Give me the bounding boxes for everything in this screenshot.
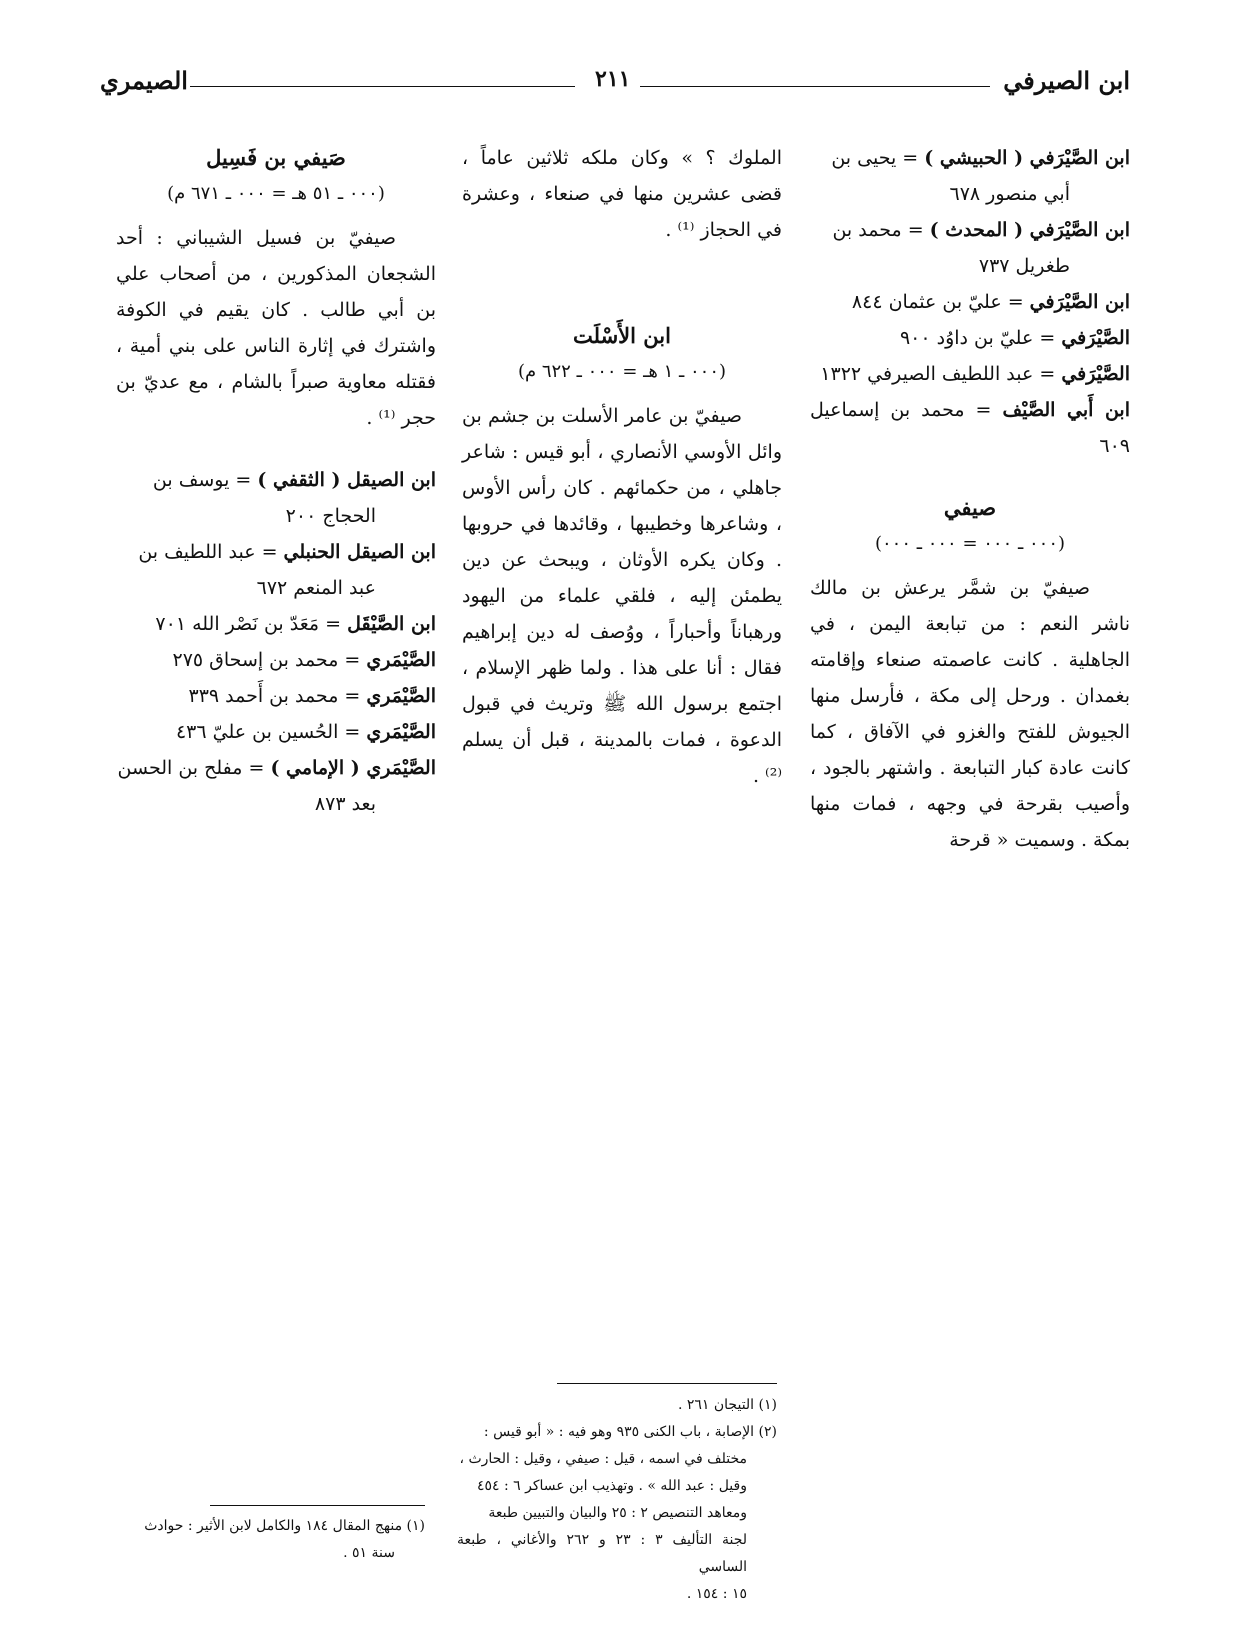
- footnote-line: (١) التيجان ٢٦١ .: [677, 1397, 777, 1413]
- cross-reference-entry: ابن الصَّيْرَفي = عليّ بن عثمان ٨٤٤: [851, 291, 1130, 313]
- footnote-line: وقيل : عبد الله » . وتهذيب ابن عساكر ٦ : ٤٥٤: [476, 1478, 747, 1494]
- cross-reference-entry: ابن الصيقل الحنبلي = عبد اللطيف بن: [138, 541, 436, 563]
- footnote-rule: [210, 1505, 425, 1506]
- footnotes-left: [105, 1513, 425, 1567]
- continued-paragraph: الملوك ؟ » وكان ملكه ثلاثين عاماً ، قضى عشرين منها في صنعاء ، وعشرة في الحجاز ⁽¹⁾ .: [462, 147, 782, 241]
- entry-paragraph: صيفيّ بن شمَّر يرعش بن مالك ناشر النعم : من تبابعة اليمن ، في الجاهلية . كانت عاصمته صنعاء وإقامته بغمدان . ورحل إلى مكة ، فأرسل منها الجيوش للفتح والغزو في الآفاق ، كما كانت عادة كبار التبابعة . واشتهر بالجود ، وأصيب بقرحة في وجهه ، فمات منها بمكة . وسميت « قرحة: [810, 577, 1130, 851]
- entry-title: صَيفي بن فَسِيل: [206, 145, 346, 170]
- cross-reference-continuation: طغريل ٧٣٧: [978, 255, 1070, 277]
- cross-reference-continuation: عبد المنعم ٦٧٢: [256, 577, 376, 599]
- entry-dates: (٠٠٠ ـ ٠٠٠ = ٠٠٠ ـ ٠٠٠): [874, 533, 1066, 554]
- cross-reference-entry: الصَّيْرَفي = عبد اللطيف الصيرفي ١٣٢٢: [820, 363, 1130, 385]
- footnote-line: مختلف في اسمه ، قيل : صيفي ، وقيل : الحارث ،: [459, 1451, 747, 1467]
- cross-reference-entry: الصَّيْرَفي = عليّ بن داوُد ٩٠٠: [899, 327, 1130, 349]
- footnote-line: ١٥ : ١٥٤ .: [686, 1586, 747, 1602]
- entry-dates: (٠٠٠ ـ ٥١ هـ = ٠٠٠ ـ ٦٧١ م): [167, 183, 385, 204]
- cross-reference-entry: الصَّيْمَري = محمد بن أَحمد ٣٣٩: [188, 685, 436, 707]
- cross-reference-continuation: أبي منصور ٦٧٨: [949, 183, 1070, 205]
- entry-paragraph: صيفيّ بن فسيل الشيباني : أحد الشجعان المذكورين ، من أصحاب علي بن أبي طالب . كان يقيم في الكوفة واشترك في إثارة الناس على بني أمية ، فقتله معاوية صبراً بالشام ، مع عديّ بن حجر ⁽¹⁾ .: [116, 227, 436, 429]
- running-title-left: الصيمري: [100, 66, 188, 95]
- page-number: ٢١١: [595, 66, 631, 92]
- cross-reference-entry: ابن الصيقل ( الثقفي ) = يوسف بن: [152, 469, 436, 491]
- cross-reference-entry: الصَّيْمَري = الحُسين بن عليّ ٤٣٦: [175, 721, 436, 743]
- header-rule-right: [640, 86, 990, 87]
- footnote-line: (١) منهج المقال ١٨٤ والكامل لابن الأثير : حوادث: [144, 1518, 425, 1534]
- footnote-line: لجنة التأليف ٣ : ٢٣ و ٢٦٢ والأغاني ، طبعة الساسي: [457, 1532, 747, 1575]
- footnote-line: (٢) الإصابة ، باب الكنى ٩٣٥ وهو فيه : « أبو قيس :: [483, 1424, 777, 1440]
- cross-reference-continuation: بعد ٨٧٣: [314, 793, 376, 815]
- entry-paragraph: صيفيّ بن عامر الأسلت بن جشم بن وائل الأوسي الأنصاري ، أبو قيس : شاعر جاهلي ، من حكمائهم . كان رأس الأوس ، وشاعرها وخطيبها ، وقائدها في حروبها . وكان يكره الأوثان ، ويبحث عن دين يطمئن إليه ، فلقي علماء من اليهود ورهباناً وأحباراً ، ووُصف له دين إبراهيم فقال : أنا على هذا . ولما ظهر الإسلام ، اجتمع برسول الله ﷺ وتريث في قبول الدعوة ، فمات بالمدينة ، قبل أن يسلم ⁽²⁾ .: [462, 405, 782, 787]
- cross-reference-entry: ابن الصَّيْقَل = مَعَدّ بن نَصْر الله ٧٠١: [155, 613, 436, 635]
- footnote-rule: [557, 1383, 777, 1384]
- entry-title: صيفي: [943, 495, 997, 520]
- cross-reference-entry: ابن الصَّيْرَفي ( المحدث ) = محمد بن: [832, 219, 1130, 241]
- column-middle: [462, 140, 782, 794]
- running-title-right: ابن الصيرفي: [1003, 66, 1130, 95]
- entry-dates: (٠٠٠ ـ ١ هـ = ٠٠٠ ـ ٦٢٢ م): [517, 361, 727, 382]
- column-right: [810, 140, 1130, 858]
- page-header: [100, 66, 1130, 106]
- cross-reference-entry: الصَّيْمَري = محمد بن إسحاق ٢٧٥: [172, 649, 436, 671]
- cross-reference-continuation: الحجاج ٢٠٠: [285, 505, 376, 527]
- entry-title: ابن الأَسْلَت: [573, 323, 671, 348]
- header-rule-left: [190, 86, 575, 87]
- footnote-line: ومعاهد التنصيص ٢ : ٢٥ والبيان والتبيين طبعة: [488, 1505, 747, 1521]
- footnotes-middle: [457, 1392, 777, 1608]
- cross-reference-entry: ابن الصَّيْرَفي ( الحبيشي ) = يحيى بن: [831, 147, 1130, 169]
- footnote-line: سنة ٥١ .: [343, 1545, 395, 1561]
- column-left: [116, 140, 436, 822]
- cross-reference-entry: الصَّيْمَري ( الإمامي ) = مفلح بن الحسن: [117, 757, 436, 779]
- cross-reference-entry: ابن أَبي الصَّيْف = محمد بن إسماعيل ٦٠٩: [810, 399, 1130, 457]
